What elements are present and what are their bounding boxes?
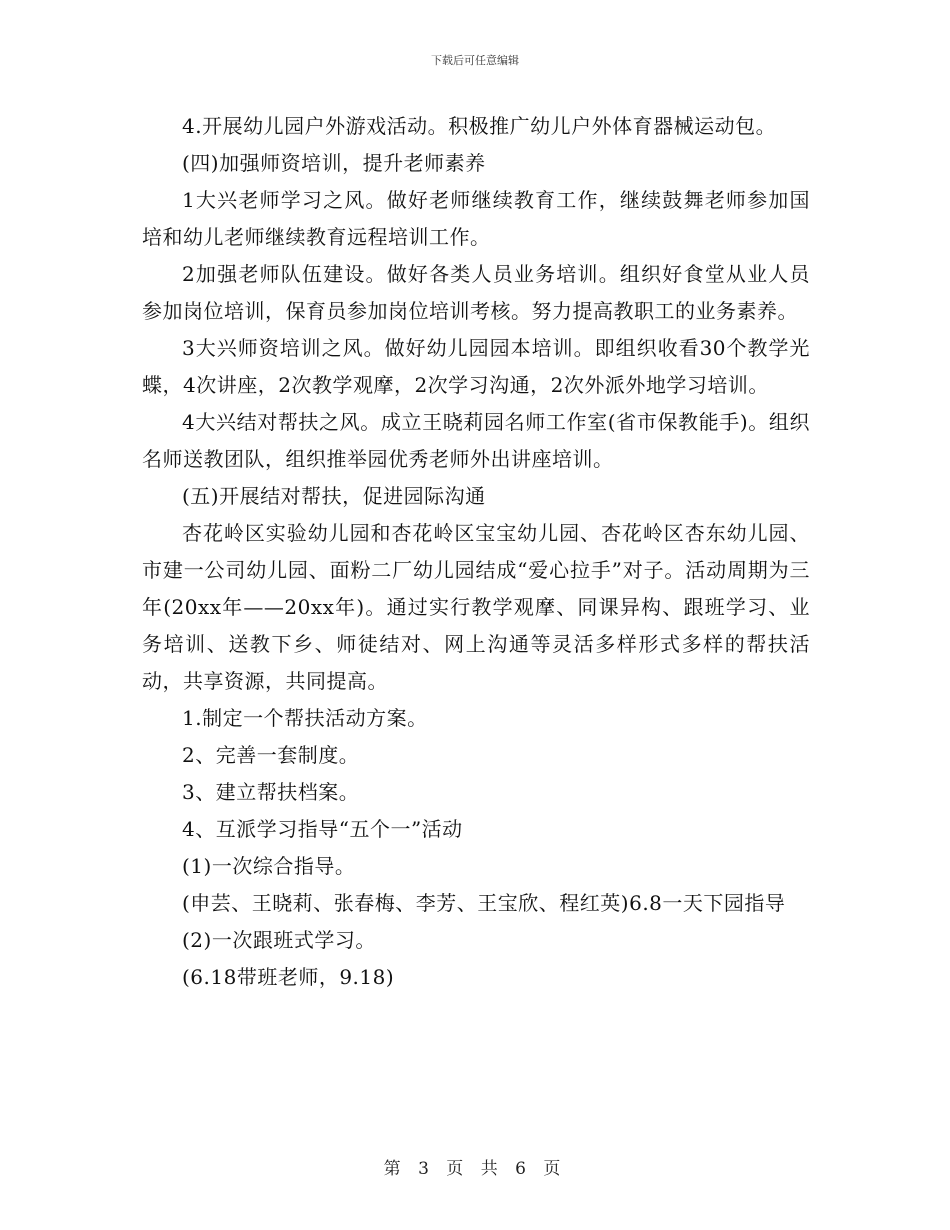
list-item-five-ones: 4、互派学习指导“五个一”活动 [182,817,463,841]
paragraph-pairing-description: 杏花岭区实验幼儿园和杏花岭区宝宝幼儿园、杏花岭区杏东幼儿园、市建一公司幼儿园、面粉二厂幼儿园结成“爱心拉手”对子。活动周期为三年(20xx年——20xx年)。通过实行教学观摩、同课异构、跟班学习、业务培训、送教下乡、师徒结对、网上沟通等灵活多样形式多样的帮扶活动，共享资源，共同提高。 [142,521,810,693]
list-item-plan: 1.制定一个帮扶活动方案。 [182,706,428,730]
document-body [142,108,810,996]
sub-item-shadow-learning: (2)一次跟班式学习。 [182,928,376,952]
sub-item-shadow-detail: (6.18带班老师，9.18) [182,965,395,989]
paragraph-school-training: 3大兴师资培训之风。做好幼儿园园本培训。即组织收看30个教学光蝶，4次讲座，2次教学观摩，2次学习沟通，2次外派外地学习培训。 [142,336,810,397]
section-heading-teacher-training: (四)加强师资培训，提升老师素养 [182,151,486,175]
sub-item-guidance-detail: (申芸、王晓莉、张春梅、李芳、王宝欣、程红英)6.8一天下园指导 [182,891,786,915]
sub-item-guidance: (1)一次综合指导。 [182,854,356,878]
list-item-archive: 3、建立帮扶档案。 [182,780,360,804]
section-heading-pairing: (五)开展结对帮扶，促进园际沟通 [182,484,486,508]
paragraph-team-building: 2加强老师队伍建设。做好各类人员业务培训。组织好食堂从业人员参加岗位培训，保育员参加岗位培训考核。努力提高教职工的业务素养。 [142,262,810,323]
paragraph-continuing-education: 1大兴老师学习之风。做好老师继续教育工作，继续鼓舞老师参加国培和幼儿老师继续教育远程培训工作。 [142,188,810,249]
paragraph-item-4-outdoor-games: 4.开展幼儿园户外游戏活动。积极推广幼儿户外体育器械运动包。 [182,114,777,138]
paragraph-mentoring: 4大兴结对帮扶之风。成立王晓莉园名师工作室(省市保教能手)。组织名师送教团队，组织推举园优秀老师外出讲座培训。 [142,410,810,471]
page-number-footer: 第 3 页 共 6 页 [383,1159,567,1179]
page-header-note: 下载后可任意编辑 [431,54,519,67]
list-item-system: 2、完善一套制度。 [182,743,360,767]
